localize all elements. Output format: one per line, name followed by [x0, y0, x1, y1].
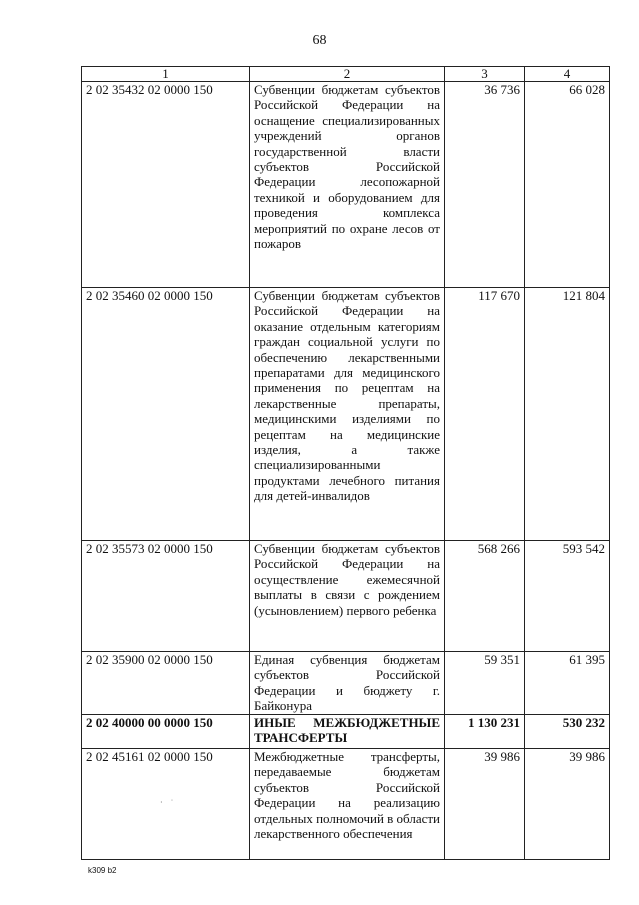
- table-row: [82, 288, 610, 541]
- row-value-1: 39 986: [445, 749, 525, 860]
- row-value-1: 1 130 231: [445, 715, 525, 749]
- row-description: Межбюджетные трансферты, передаваемые бюджетам субъектов Российской Федерации на реализацию отдельных полномочий в области лекарственного обеспечения: [250, 749, 445, 860]
- table-row: [82, 541, 610, 652]
- row-value-1: 36 736: [445, 82, 525, 288]
- row-description: Субвенции бюджетам субъектов Российской Федерации на оснащение специализированных учреждений органов государственной власти субъектов Российской Федерации лесопожарной техникой и оборудованием для проведения комплекса мероприятий по охране лесов от пожаров: [250, 82, 445, 288]
- table-row: [82, 82, 610, 288]
- row-code: 2 02 40000 00 0000 150: [82, 715, 250, 749]
- page-number: 68: [312, 33, 327, 48]
- scan-speck: · ˙: [160, 798, 174, 807]
- row-code: 2 02 35432 02 0000 150: [82, 82, 250, 288]
- table-row-section-total: [82, 715, 610, 749]
- header-col-3: 3: [445, 67, 525, 82]
- row-value-2: 593 542: [525, 541, 610, 652]
- row-value-2: 530 232: [525, 715, 610, 749]
- row-value-1: 117 670: [445, 288, 525, 541]
- header-col-4: 4: [525, 67, 610, 82]
- row-description: Субвенции бюджетам субъектов Российской Федерации на осуществление ежемесячной выплаты в связи с рождением (усыновлением) первого ребенка: [250, 541, 445, 652]
- row-description: ИНЫЕ МЕЖБЮДЖЕТНЫЕ ТРАНСФЕРТЫ: [250, 715, 445, 749]
- row-code: 2 02 35900 02 0000 150: [82, 652, 250, 715]
- header-col-1: 1: [82, 67, 250, 82]
- row-value-2: 121 804: [525, 288, 610, 541]
- header-col-2: 2: [250, 67, 445, 82]
- row-value-1: 568 266: [445, 541, 525, 652]
- footer-code: k309 b2: [88, 866, 117, 875]
- row-value-2: 39 986: [525, 749, 610, 860]
- row-description: Субвенции бюджетам субъектов Российской Федерации на оказание отдельным категориям граждан социальной услуги по обеспечению лекарственными препаратами для медицинского применения по рецептам на лекарственные препараты, медицинскими изделиями по рецептам на медицинские изделия, а также специализированными продуктами лечебного питания для детей-инвалидов: [250, 288, 445, 541]
- row-description: Единая субвенция бюджетам субъектов Российской Федерации и бюджету г. Байконура: [250, 652, 445, 715]
- header-row: [82, 67, 610, 82]
- table-row: [82, 652, 610, 715]
- budget-table: [81, 66, 610, 860]
- row-value-2: 66 028: [525, 82, 610, 288]
- row-code: 2 02 35460 02 0000 150: [82, 288, 250, 541]
- row-value-2: 61 395: [525, 652, 610, 715]
- row-value-1: 59 351: [445, 652, 525, 715]
- row-code: 2 02 45161 02 0000 150: [82, 749, 250, 860]
- row-code: 2 02 35573 02 0000 150: [82, 541, 250, 652]
